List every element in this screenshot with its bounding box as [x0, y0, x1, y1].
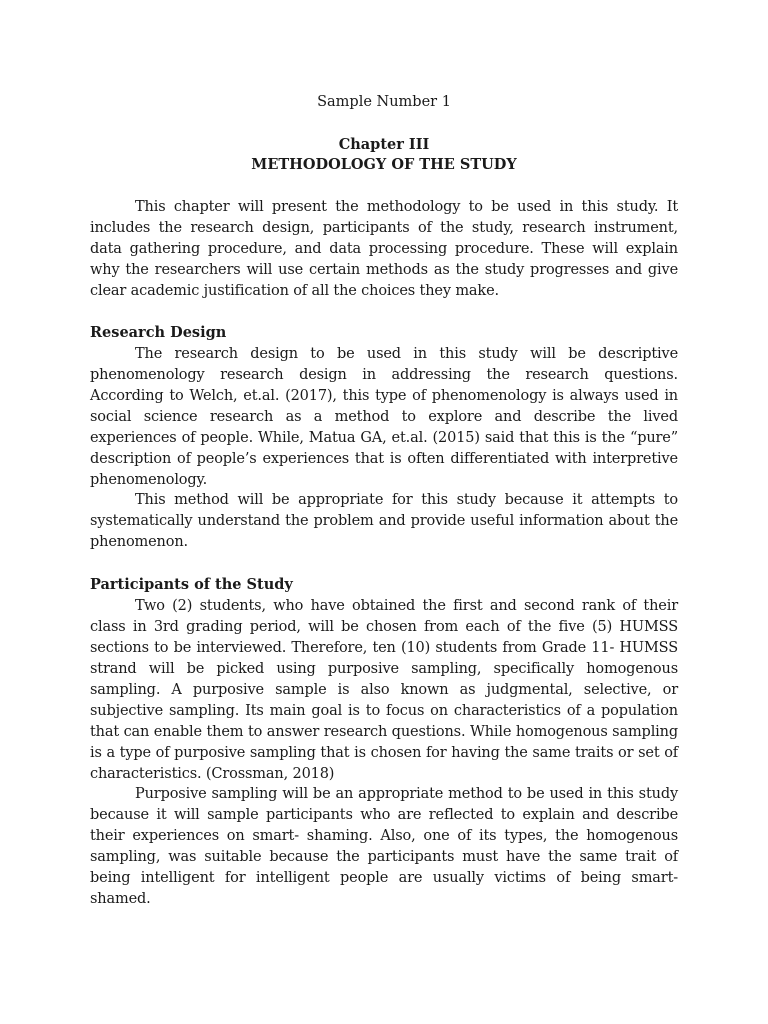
intro-paragraph: This chapter will present the methodology to be used in this study. It includes the research design, participants of the study, research instrument, data gathering procedure, and data processing procedure. These will explain why the researchers will use certain methods as the study progresses and give clear academic justification of all the choices they make.: [90, 199, 678, 299]
sample-label: Sample Number 1: [317, 94, 451, 110]
research-design-paragraph-1: The research design to be used in this study will be descriptive phenomenology research design in addressing the research questions. According to Welch, et.al. (2017), this type of phenomenology is always used in social science research as a method to explore and describe the lived experiences of people. While, Matua GA, et.al. (2015) said that this is the “pure” description of people’s experiences that is often differentiated with interpretive phenomenology.: [90, 346, 678, 488]
chapter-title: METHODOLOGY OF THE STUDY: [251, 156, 517, 173]
participants-paragraph-2: Purposive sampling will be an appropriate method to be used in this study because it will sample participants who are reflected to explain and describe their experiences on smart- shaming. Also, one of its types, the homogenous sampling, was suitable because the participants must have the same trait of being intelligent for intelligent people are usually victims of being smart- shamed.: [90, 786, 678, 907]
section-heading-research-design: Research Design: [90, 324, 227, 341]
chapter-number: Chapter III: [338, 136, 430, 153]
research-design-paragraph-2: This method will be appropriate for this study because it attempts to systematically understand the problem and provide useful information about the phenomenon.: [90, 492, 678, 550]
section-heading-participants: Participants of the Study: [90, 576, 293, 593]
participants-paragraph-1: Two (2) students, who have obtained the first and second rank of their class in 3rd grading period, will be chosen from each of the five (5) HUMSS sections to be interviewed. Therefore, ten (10) students from Grade 11- HUMSS strand will be picked using purposive sampling, specifically homogenous sampling. A purposive sample is also known as judgmental, selective, or subjective sampling. Its main goal is to focus on characteristics of a population that can enable them to answer research questions. While homogenous sampling is a type of purposive sampling that is chosen for having the same traits or set of characteristics. (Crossman, 2018): [90, 598, 678, 782]
